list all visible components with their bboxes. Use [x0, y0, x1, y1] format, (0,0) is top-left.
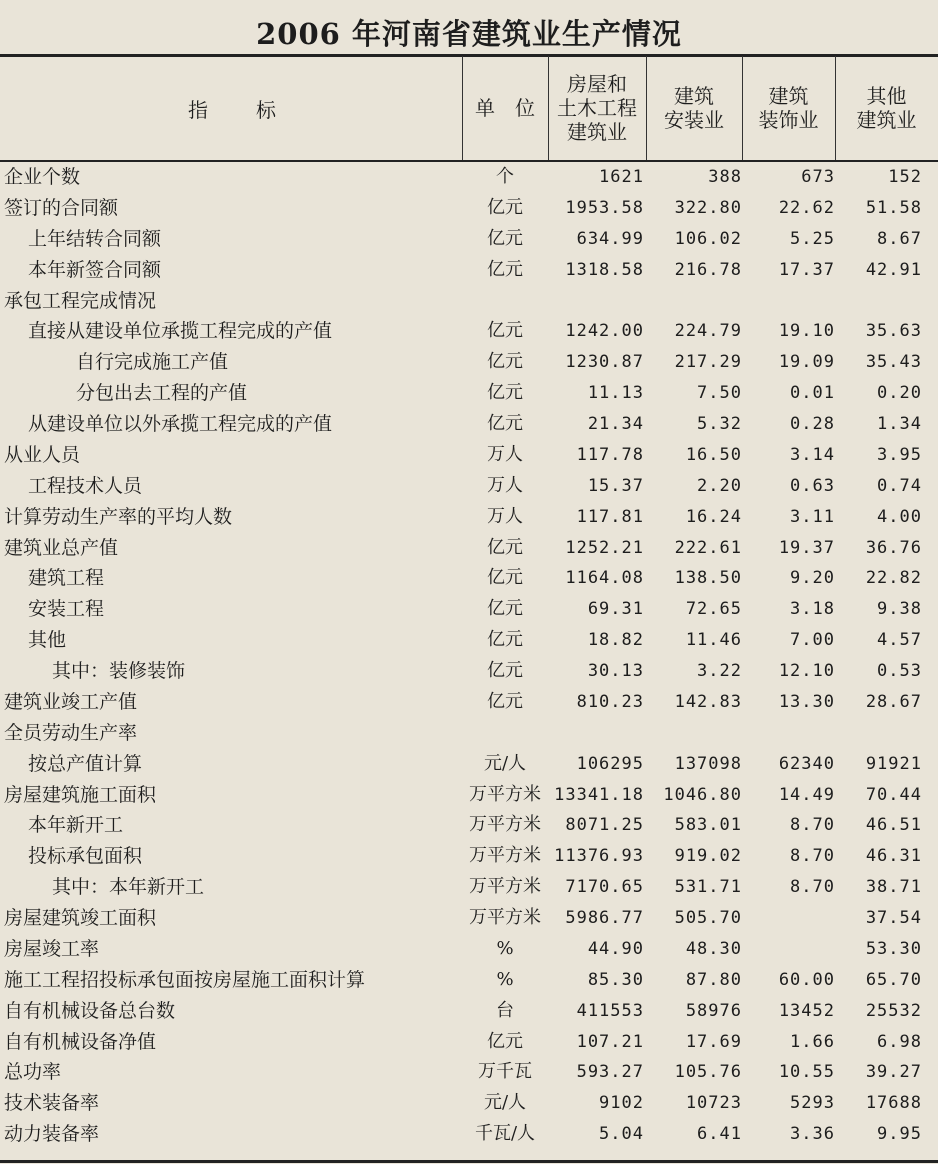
header-indicator-char1: 指 — [188, 98, 208, 122]
row-value-col2: 105.76 — [674, 1062, 742, 1083]
row-value-col1: 1252.21 — [565, 537, 644, 558]
row-unit: 千瓦/人 — [474, 1123, 536, 1145]
row-value-col4: 22.82 — [865, 568, 922, 589]
row-value-col3: 0.01 — [790, 383, 835, 404]
row-value-col1: 1318.58 — [565, 259, 644, 280]
row-indicator: 按总产值计算 — [28, 752, 143, 775]
row-indicator: 直接从建设单位承揽工程完成的产值 — [28, 320, 333, 343]
row-unit: 亿元 — [487, 1030, 523, 1052]
table-row — [0, 1119, 938, 1150]
row-unit: 亿元 — [487, 690, 523, 712]
row-value-col1: 9102 — [599, 1093, 644, 1114]
row-indicator: 技术装备率 — [4, 1092, 100, 1115]
row-indicator: 本年新开工 — [28, 814, 124, 837]
table-row — [0, 286, 938, 317]
table-row — [0, 1088, 938, 1119]
table-row — [0, 594, 938, 625]
row-indicator: 全员劳动生产率 — [4, 721, 138, 744]
table-row — [0, 841, 938, 872]
row-value-col3: 12.10 — [778, 661, 835, 681]
row-indicator: 计算劳动生产率的平均人数 — [4, 505, 233, 528]
row-unit: 亿元 — [487, 351, 523, 373]
table-row — [0, 378, 938, 409]
row-value-col1: 634.99 — [576, 228, 644, 249]
row-value-col3: 10.55 — [778, 1062, 835, 1083]
row-unit: 亿元 — [487, 227, 523, 249]
row-value-col4: 38.71 — [865, 877, 922, 898]
row-indicator: 其中：装修装饰 — [52, 660, 186, 682]
header-unit: 单 位 — [475, 96, 535, 120]
row-value-col2: 6.41 — [697, 1124, 742, 1145]
row-value-col2: 2.20 — [697, 475, 742, 496]
table-row — [0, 1057, 938, 1088]
row-value-col4: 4.57 — [877, 630, 922, 651]
row-unit: 个 — [496, 166, 514, 187]
header-line: 其他 — [866, 84, 907, 108]
row-unit: 万人 — [487, 443, 523, 465]
header-indicator-char2: 标 — [256, 98, 276, 122]
row-value-col3: 673 — [801, 167, 835, 187]
row-value-col3: 0.63 — [790, 475, 835, 496]
row-unit: 万平方米 — [469, 814, 541, 836]
table-row — [0, 255, 938, 286]
row-value-col1: 8071.25 — [565, 815, 644, 836]
table-row — [0, 749, 938, 780]
row-value-col3: 14.49 — [778, 784, 835, 805]
table-row — [0, 502, 938, 533]
row-indicator: 安装工程 — [28, 598, 105, 621]
row-value-col1: 85.30 — [587, 969, 644, 990]
header-line: 建筑 — [674, 84, 714, 108]
row-value-col3: 3.18 — [790, 599, 835, 620]
row-value-col2: 142.83 — [674, 691, 742, 712]
row-unit: 万平方米 — [469, 783, 541, 805]
row-value-col2: 16.50 — [685, 444, 742, 465]
row-value-col3: 17.37 — [778, 259, 835, 280]
row-indicator: 自有机械设备总台数 — [4, 999, 176, 1022]
row-indicator: 房屋建筑施工面积 — [4, 783, 157, 806]
row-value-col3: 22.62 — [778, 197, 835, 218]
header-line: 装饰业 — [758, 108, 819, 132]
row-value-col3: 5.25 — [790, 228, 835, 249]
row-unit: 万人 — [487, 474, 523, 496]
row-value-col4: 3.95 — [877, 444, 922, 465]
row-value-col1: 810.23 — [576, 691, 644, 712]
table-row — [0, 193, 938, 224]
row-value-col4: 42.91 — [865, 259, 922, 280]
row-value-col3: 8.70 — [790, 877, 835, 898]
row-unit: 亿元 — [487, 567, 523, 589]
row-value-col4: 35.63 — [865, 321, 922, 342]
row-value-col1: 1242.00 — [565, 321, 644, 342]
table-row — [0, 1027, 938, 1058]
row-value-col3: 3.36 — [790, 1124, 835, 1145]
row-value-col4: 28.67 — [865, 691, 922, 712]
row-value-col2: 3.22 — [697, 661, 742, 681]
row-value-col4: 9.95 — [877, 1124, 922, 1145]
table-row — [0, 625, 938, 656]
row-value-col2: 1046.80 — [663, 784, 742, 805]
row-value-col2: 138.50 — [674, 568, 742, 589]
row-value-col2: 222.61 — [674, 537, 742, 558]
row-indicator: 房屋竣工率 — [4, 937, 100, 960]
row-indicator: 分包出去工程的产值 — [76, 382, 248, 405]
row-unit: 万平方米 — [469, 907, 541, 928]
row-value-col4: 91921 — [865, 753, 922, 774]
row-value-col1: 117.81 — [576, 506, 644, 527]
row-value-col4: 25532 — [865, 1000, 922, 1021]
row-value-col2: 58976 — [685, 1000, 742, 1021]
table-row — [0, 563, 938, 594]
row-value-col4: 6.98 — [877, 1031, 922, 1052]
table-row — [0, 687, 938, 718]
row-value-col3: 62340 — [778, 753, 835, 774]
row-value-col4: 8.67 — [877, 228, 922, 249]
row-value-col1: 5986.77 — [565, 908, 644, 928]
table-row — [0, 718, 938, 749]
table-row — [0, 347, 938, 378]
row-unit: 万平方米 — [469, 876, 541, 898]
row-unit: 亿元 — [487, 536, 523, 558]
table-row — [0, 533, 938, 564]
row-value-col2: 10723 — [685, 1093, 742, 1114]
bottom-rule — [0, 1160, 938, 1163]
row-indicator: 签订的合同额 — [4, 196, 119, 219]
row-indicator: 施工工程招投标承包面按房屋施工面积计算 — [4, 968, 366, 991]
table-body — [0, 162, 938, 1150]
table-row — [0, 810, 938, 841]
table-row — [0, 780, 938, 811]
row-unit: 万人 — [487, 505, 523, 527]
row-indicator: 动力装备率 — [4, 1123, 100, 1146]
table-row — [0, 996, 938, 1027]
row-value-col4: 0.74 — [877, 475, 922, 496]
row-value-col2: 16.24 — [685, 506, 742, 527]
row-value-col2: 224.79 — [674, 321, 742, 342]
row-indicator: 自行完成施工产值 — [76, 351, 229, 374]
row-unit: 亿元 — [487, 660, 523, 681]
row-value-col4: 1.34 — [877, 414, 922, 434]
row-unit: % — [496, 968, 514, 990]
table-title: 2006 年河南省建筑业生产情况 — [256, 17, 682, 51]
row-value-col2: 106.02 — [674, 228, 742, 249]
row-unit: 元/人 — [483, 1092, 527, 1114]
row-value-col1: 411553 — [576, 1000, 644, 1021]
row-value-col2: 7.50 — [697, 383, 742, 404]
row-indicator: 建筑业总产值 — [4, 536, 119, 559]
row-value-col3: 60.00 — [778, 969, 835, 990]
header-line: 建筑业 — [567, 120, 627, 144]
row-value-col4: 53.30 — [865, 938, 922, 959]
row-value-col4: 65.70 — [865, 969, 922, 990]
row-value-col1: 30.13 — [587, 661, 644, 681]
row-value-col1: 1953.58 — [565, 197, 644, 218]
row-value-col1: 69.31 — [587, 599, 644, 620]
row-value-col1: 13341.18 — [554, 784, 644, 805]
row-unit: 亿元 — [487, 382, 523, 404]
row-value-col1: 44.90 — [587, 938, 644, 959]
table-row — [0, 440, 938, 471]
row-value-col3: 3.11 — [790, 506, 835, 527]
row-indicator: 其中：本年新开工 — [52, 876, 205, 899]
row-value-col3: 13452 — [778, 1000, 835, 1021]
row-unit: 亿元 — [487, 320, 523, 342]
row-value-col2: 531.71 — [674, 877, 742, 898]
row-value-col4: 46.51 — [865, 815, 922, 836]
row-value-col3: 7.00 — [790, 630, 835, 651]
row-value-col1: 107.21 — [576, 1031, 644, 1052]
row-value-col4: 46.31 — [865, 846, 922, 867]
row-value-col4: 9.38 — [877, 599, 922, 620]
header-line: 房屋和 — [567, 72, 627, 96]
row-value-col4: 0.53 — [877, 661, 922, 681]
row-value-col1: 106295 — [576, 753, 644, 774]
row-unit: 万平方米 — [469, 845, 541, 867]
row-indicator: 总功率 — [4, 1061, 62, 1084]
table-row — [0, 224, 938, 255]
row-value-col1: 117.78 — [576, 444, 644, 465]
row-unit — [462, 718, 548, 749]
row-indicator: 工程技术人员 — [28, 474, 143, 497]
row-unit: 亿元 — [487, 629, 523, 651]
row-value-col4: 36.76 — [865, 537, 922, 558]
row-value-col2: 5.32 — [697, 414, 742, 434]
table-row — [0, 162, 938, 193]
row-value-col3: 8.70 — [790, 815, 835, 836]
row-unit: 万千瓦 — [478, 1061, 532, 1083]
table-row — [0, 872, 938, 903]
row-value-col4: 17688 — [865, 1093, 922, 1114]
row-value-col2: 48.30 — [685, 938, 742, 959]
header-line: 土木工程 — [557, 96, 637, 120]
row-value-col2: 322.80 — [674, 197, 742, 218]
row-unit: % — [496, 937, 514, 959]
row-value-col1: 1621 — [599, 167, 644, 187]
row-value-col4: 152 — [888, 167, 922, 187]
header-col-decoration — [742, 56, 835, 160]
row-value-col3: 0.28 — [790, 414, 835, 434]
row-indicator: 从业人员 — [4, 443, 81, 466]
table-row — [0, 903, 938, 934]
row-value-col1: 11376.93 — [554, 846, 644, 867]
table-row — [0, 471, 938, 502]
row-value-col2: 17.69 — [685, 1031, 742, 1052]
row-indicator: 建筑业竣工产值 — [4, 690, 138, 713]
row-unit: 亿元 — [487, 413, 523, 434]
row-value-col3: 9.20 — [790, 568, 835, 589]
table-row — [0, 965, 938, 996]
row-value-col3: 1.66 — [790, 1031, 835, 1052]
row-unit: 台 — [496, 999, 514, 1021]
row-indicator: 承包工程完成情况 — [4, 289, 157, 312]
header-line: 建筑 — [768, 84, 809, 108]
row-value-col2: 11.46 — [685, 630, 742, 651]
row-value-col3: 19.37 — [778, 537, 835, 558]
row-value-col1: 5.04 — [599, 1124, 644, 1145]
row-indicator: 房屋建筑竣工面积 — [4, 907, 157, 929]
header-col-installation — [646, 56, 742, 160]
row-indicator: 从建设单位以外承揽工程完成的产值 — [28, 413, 333, 435]
row-unit: 亿元 — [487, 196, 523, 218]
row-value-col2: 87.80 — [685, 969, 742, 990]
row-value-col1: 11.13 — [587, 383, 644, 404]
row-value-col2: 217.29 — [674, 352, 742, 373]
row-value-col1: 18.82 — [587, 630, 644, 651]
row-unit: 亿元 — [487, 598, 523, 620]
row-value-col1: 1230.87 — [565, 352, 644, 373]
header-line: 安装业 — [664, 108, 724, 132]
table-row — [0, 409, 938, 440]
row-value-col4: 39.27 — [865, 1062, 922, 1083]
row-indicator: 投标承包面积 — [28, 845, 143, 868]
row-value-col3: 3.14 — [790, 444, 835, 465]
row-value-col3: 13.30 — [778, 691, 835, 712]
table-row — [0, 934, 938, 965]
row-value-col1: 593.27 — [576, 1062, 644, 1083]
row-value-col4: 0.20 — [877, 383, 922, 404]
row-value-col2: 137098 — [674, 753, 742, 774]
row-indicator: 本年新签合同额 — [28, 258, 162, 281]
row-value-col2: 919.02 — [674, 846, 742, 867]
row-value-col1: 15.37 — [587, 475, 644, 496]
row-value-col3: 8.70 — [790, 846, 835, 867]
row-value-col4: 4.00 — [877, 506, 922, 527]
row-value-col3: 5293 — [790, 1093, 835, 1114]
row-unit: 亿元 — [487, 258, 523, 280]
row-indicator: 自有机械设备净值 — [4, 1030, 157, 1053]
table-row — [0, 656, 938, 687]
row-value-col4: 70.44 — [865, 784, 922, 805]
row-indicator: 企业个数 — [4, 166, 81, 188]
row-value-col4: 37.54 — [865, 908, 922, 928]
header-col-other — [835, 56, 938, 160]
row-unit — [462, 286, 548, 317]
row-indicator: 建筑工程 — [28, 567, 105, 590]
row-value-col2: 216.78 — [674, 259, 742, 280]
header-line: 建筑业 — [856, 108, 917, 132]
row-value-col1: 1164.08 — [565, 568, 644, 589]
row-value-col2: 505.70 — [674, 908, 742, 928]
header-col-civil-engineering — [548, 56, 646, 160]
row-unit: 元/人 — [483, 752, 527, 774]
row-value-col4: 51.58 — [865, 197, 922, 218]
row-value-col3: 19.09 — [778, 352, 835, 373]
row-value-col2: 583.01 — [674, 815, 742, 836]
row-value-col2: 388 — [708, 167, 742, 187]
row-value-col4: 35.43 — [865, 352, 922, 373]
row-value-col2: 72.65 — [685, 599, 742, 620]
row-indicator: 其他 — [28, 629, 67, 652]
table-row — [0, 316, 938, 347]
row-value-col1: 21.34 — [587, 414, 644, 434]
row-value-col3: 19.10 — [778, 321, 835, 342]
header-indicator — [0, 56, 462, 160]
row-indicator: 上年结转合同额 — [28, 227, 162, 250]
row-value-col1: 7170.65 — [565, 877, 644, 898]
